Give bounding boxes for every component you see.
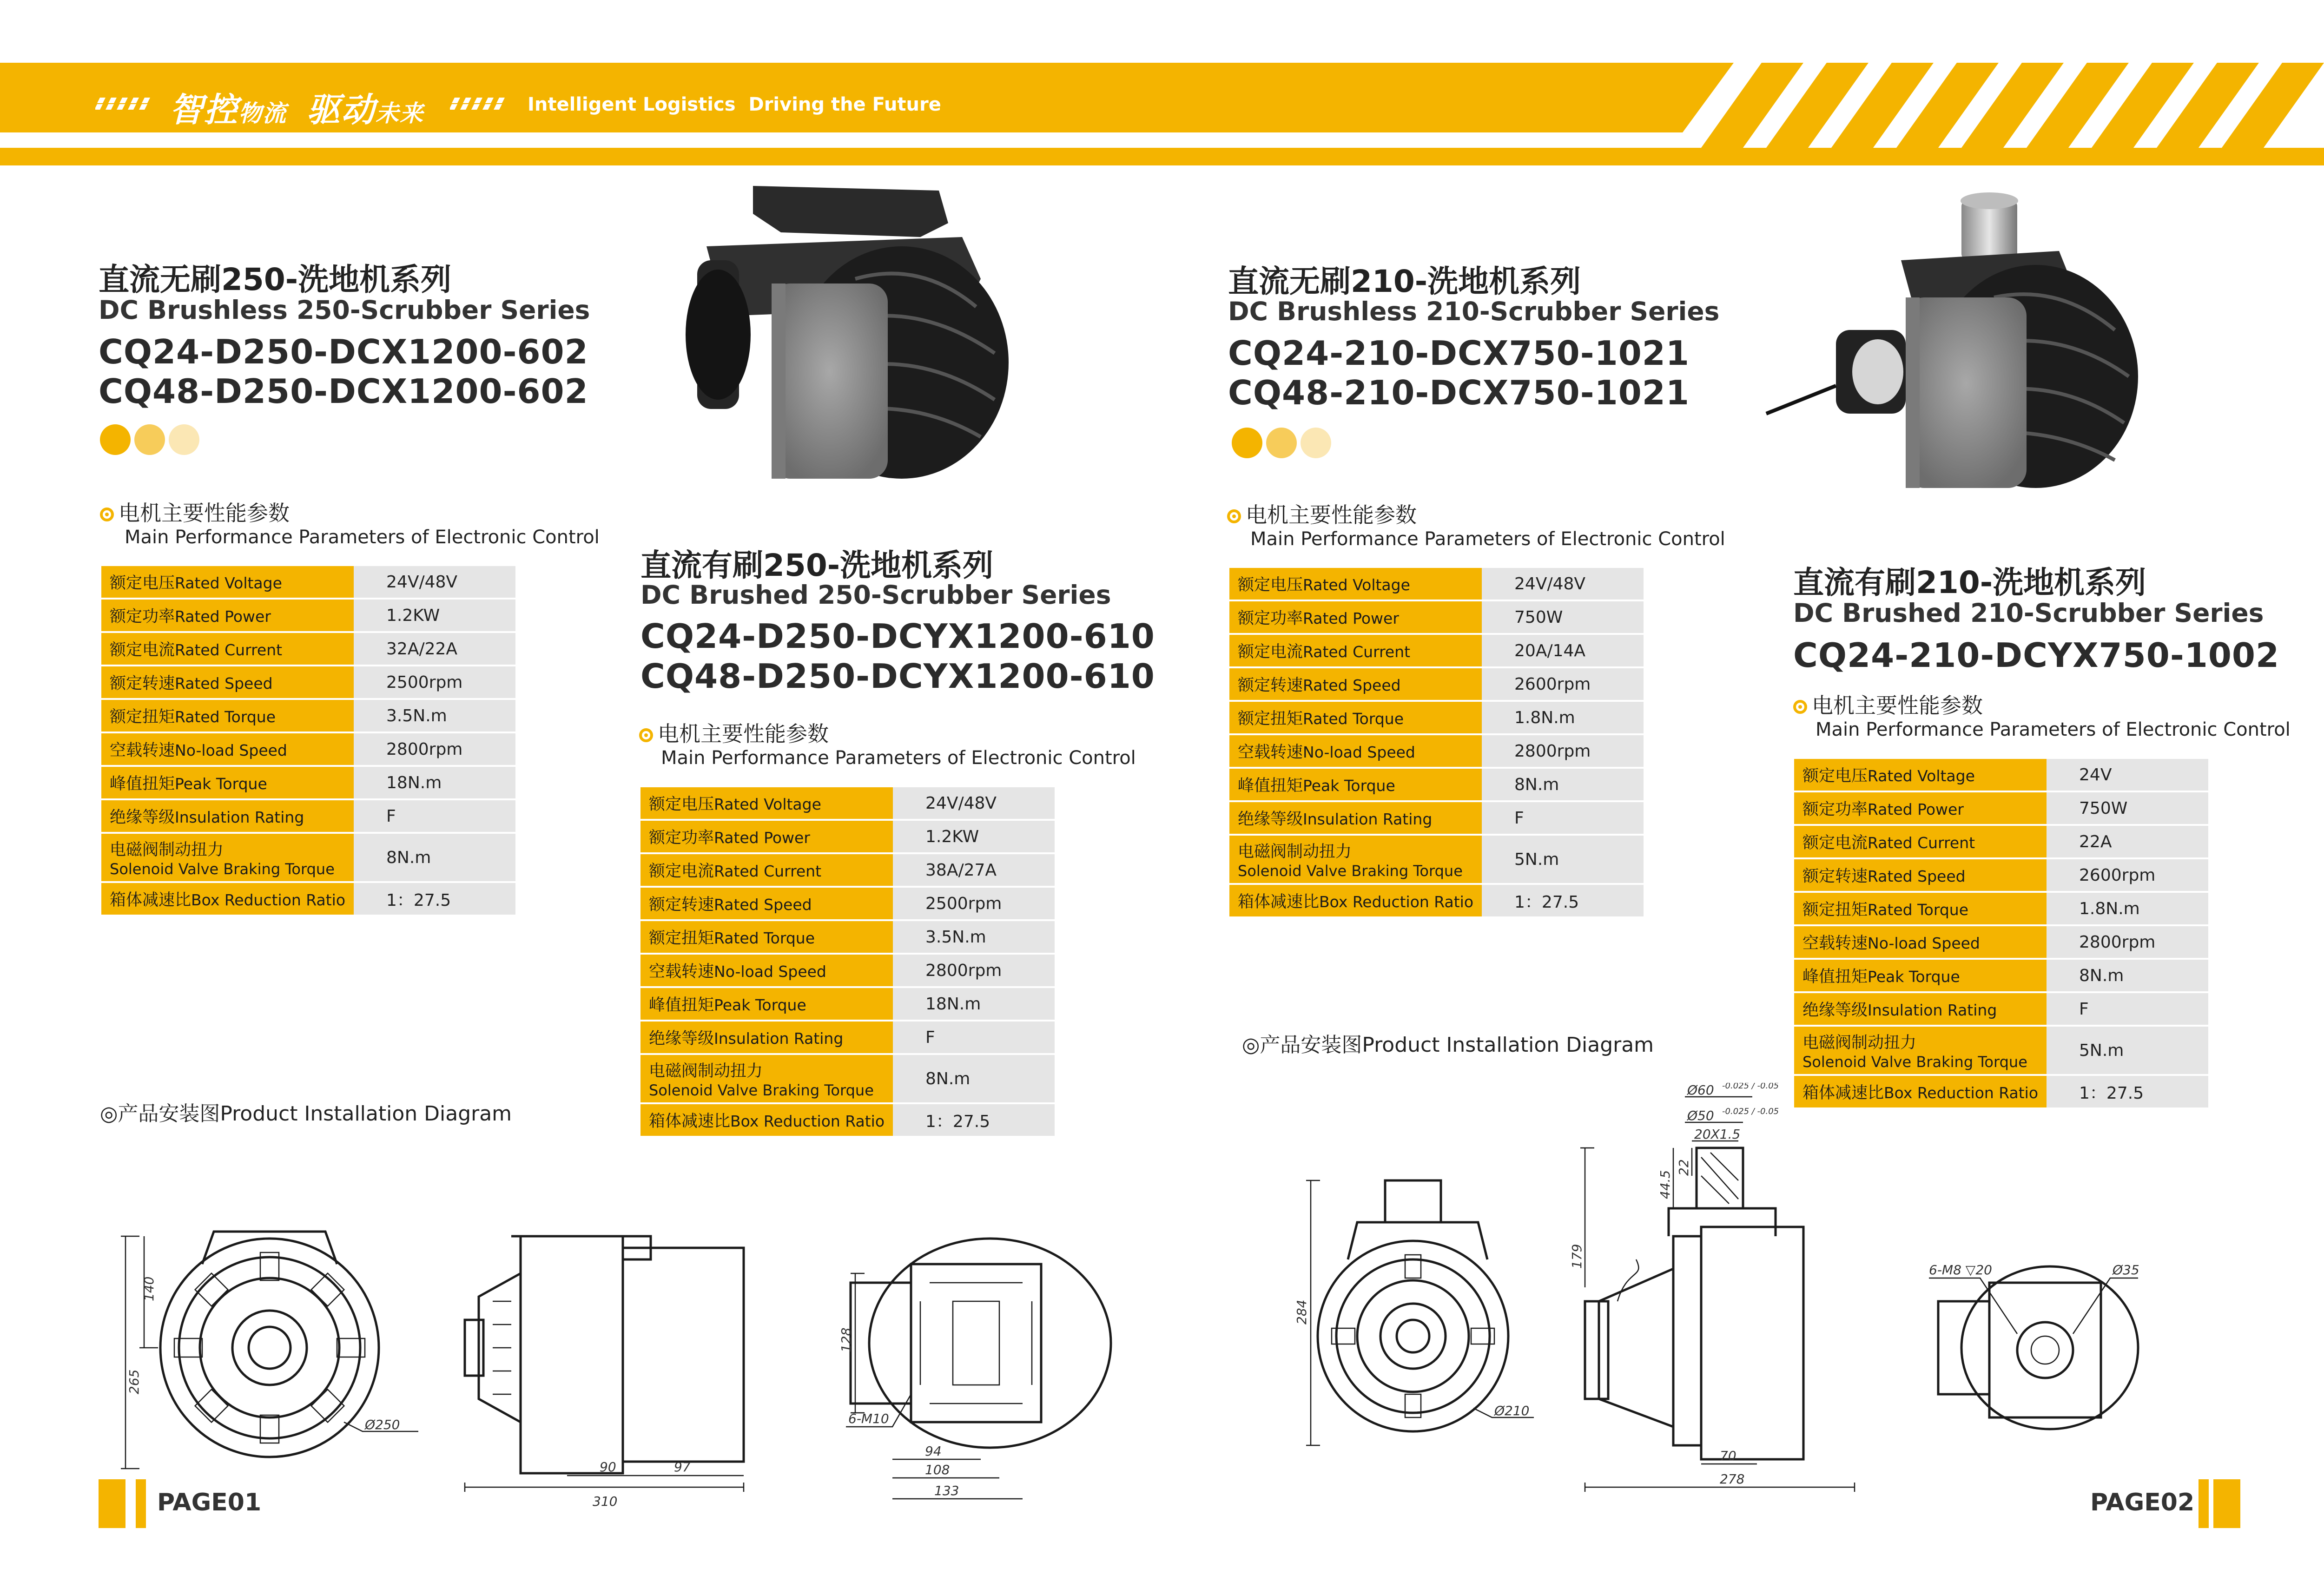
product-2-section-title: 电机主要性能参数 bbox=[639, 717, 829, 748]
spec-label: 箱体减速比Box Reduction Ratio bbox=[1229, 884, 1482, 917]
spec-row bbox=[1794, 892, 2208, 925]
spec-label: 额定电流Rated Current bbox=[640, 853, 893, 887]
spec-row bbox=[640, 920, 1055, 954]
spec-label: 电磁阀制动扭力 Solenoid Valve Braking Torque bbox=[640, 1054, 893, 1103]
spec-row bbox=[101, 599, 515, 632]
svg-text:20X1.5: 20X1.5 bbox=[1694, 1127, 1741, 1142]
side-view-210 bbox=[1569, 1083, 1855, 1492]
spec-row bbox=[101, 766, 515, 799]
spec-label: 额定扭矩Rated Torque bbox=[640, 920, 893, 954]
spec-value: 22A bbox=[2047, 825, 2208, 858]
spec-label: 额定转速Rated Speed bbox=[640, 887, 893, 920]
spec-label: 箱体减速比Box Reduction Ratio bbox=[1794, 1075, 2047, 1108]
spec-row bbox=[1794, 759, 2208, 791]
svg-text:22: 22 bbox=[1676, 1159, 1691, 1176]
svg-text:108: 108 bbox=[925, 1462, 950, 1477]
svg-text:284: 284 bbox=[1294, 1299, 1309, 1325]
svg-text:Ø50: Ø50 bbox=[1687, 1108, 1714, 1123]
product-3-spec-table bbox=[1229, 568, 1644, 918]
spec-value: 24V/48V bbox=[1482, 568, 1644, 600]
spec-row bbox=[101, 699, 515, 732]
spec-row bbox=[1229, 701, 1644, 734]
spec-value: 24V/48V bbox=[354, 566, 515, 599]
product-2-zh-title: 直流有刷250-洗地机系列 bbox=[640, 547, 994, 583]
dot-2 bbox=[1266, 428, 1297, 458]
spec-value: 1：27.5 bbox=[354, 882, 515, 916]
spec-value: 20A/14A bbox=[1482, 634, 1644, 667]
installation-diagram-right bbox=[1292, 1083, 2203, 1501]
svg-text:310: 310 bbox=[593, 1494, 618, 1509]
spec-row bbox=[640, 853, 1055, 887]
dot-2 bbox=[134, 424, 165, 455]
dot-1 bbox=[100, 424, 131, 455]
product-3-zh-title: 直流无刷210-洗地机系列 bbox=[1228, 264, 1581, 299]
spec-label: 额定功率Rated Power bbox=[640, 820, 893, 853]
page-number-right: PAGE02 bbox=[2090, 1489, 2195, 1516]
dot-3 bbox=[169, 424, 199, 455]
spec-label: 绝缘等级Insulation Rating bbox=[101, 799, 354, 833]
checker-icon-left bbox=[95, 98, 156, 116]
spec-row bbox=[101, 799, 515, 833]
spec-label: 电磁阀制动扭力 Solenoid Valve Braking Torque bbox=[1229, 835, 1482, 884]
product-4-section-title: 电机主要性能参数 bbox=[1793, 689, 1983, 719]
ring-bullet-icon bbox=[1227, 509, 1241, 523]
product-3-model-2: CQ48-210-DCX750-1021 bbox=[1228, 373, 1690, 412]
spec-value: 8N.m bbox=[893, 1054, 1055, 1103]
slogan-en: Intelligent Logistics Driving the Future bbox=[528, 94, 941, 115]
spec-row bbox=[1229, 600, 1644, 634]
spec-value: 2500rpm bbox=[354, 666, 515, 699]
spec-value: 5N.m bbox=[2047, 1026, 2208, 1075]
spec-row bbox=[640, 1054, 1055, 1103]
svg-text:6-M10: 6-M10 bbox=[848, 1411, 889, 1426]
page-marker-left-thin bbox=[136, 1479, 146, 1528]
spec-row bbox=[1794, 858, 2208, 892]
spec-label: 空载转速No-load Speed bbox=[640, 954, 893, 987]
spec-label: 额定电流Rated Current bbox=[101, 632, 354, 666]
svg-text:97: 97 bbox=[674, 1459, 691, 1475]
spec-row bbox=[640, 787, 1055, 820]
product-4-section-subtitle: Main Performance Parameters of Electronic Control bbox=[1816, 719, 2291, 740]
spec-row bbox=[640, 1021, 1055, 1054]
spec-row bbox=[101, 666, 515, 699]
spec-value: 2600rpm bbox=[1482, 667, 1644, 701]
page-marker-left bbox=[99, 1479, 125, 1528]
spec-row bbox=[1229, 634, 1644, 667]
spec-row bbox=[1229, 801, 1644, 835]
spec-value: 1：27.5 bbox=[2047, 1075, 2208, 1108]
svg-text:278: 278 bbox=[1720, 1471, 1745, 1487]
svg-text:133: 133 bbox=[934, 1483, 959, 1498]
product-1-spec-table bbox=[101, 566, 515, 916]
spec-row bbox=[1794, 992, 2208, 1026]
front-view-250 bbox=[121, 1232, 418, 1469]
product-1-model-2: CQ48-D250-DCX1200-602 bbox=[99, 372, 588, 411]
spec-label: 峰值扭矩Peak Torque bbox=[640, 987, 893, 1021]
spec-value: 18N.m bbox=[354, 766, 515, 799]
product-3-en-title: DC Brushless 210-Scrubber Series bbox=[1228, 297, 1720, 326]
spec-label: 额定电压Rated Voltage bbox=[101, 566, 354, 599]
spec-value: 3.5N.m bbox=[893, 920, 1055, 954]
product-1-en-title: DC Brushless 250-Scrubber Series bbox=[99, 295, 590, 325]
spec-label: 额定电压Rated Voltage bbox=[640, 787, 893, 820]
installation-diagram-left bbox=[93, 1208, 1125, 1524]
spec-row bbox=[640, 887, 1055, 920]
product-1-section-subtitle: Main Performance Parameters of Electronic Control bbox=[125, 527, 600, 548]
spec-label: 额定功率Rated Power bbox=[1229, 600, 1482, 634]
spec-row bbox=[1794, 825, 2208, 858]
svg-text:Ø35: Ø35 bbox=[2113, 1262, 2139, 1278]
slogan-zh-1: 智控物流 bbox=[170, 90, 287, 129]
install-diagram-label-right: ◎产品安装图Product Installation Diagram bbox=[1242, 1033, 1654, 1057]
product-3-section-subtitle: Main Performance Parameters of Electronic Control bbox=[1250, 528, 1725, 550]
rear-view-250 bbox=[838, 1239, 1111, 1499]
spec-row bbox=[1229, 734, 1644, 768]
spec-label: 绝缘等级Insulation Rating bbox=[1229, 801, 1482, 835]
page-number-left: PAGE01 bbox=[157, 1489, 262, 1516]
spec-row bbox=[101, 732, 515, 766]
spec-row bbox=[101, 833, 515, 882]
spec-value: 2600rpm bbox=[2047, 858, 2208, 892]
spec-label: 额定转速Rated Speed bbox=[1229, 667, 1482, 701]
spec-label: 额定功率Rated Power bbox=[101, 599, 354, 632]
svg-text:-0.025 / -0.05: -0.025 / -0.05 bbox=[1722, 1107, 1779, 1116]
spec-value: 8N.m bbox=[354, 833, 515, 882]
spec-value: F bbox=[893, 1021, 1055, 1054]
svg-text:94: 94 bbox=[925, 1443, 942, 1459]
spec-row bbox=[1794, 959, 2208, 992]
svg-text:128: 128 bbox=[838, 1327, 854, 1352]
product-3-model-1: CQ24-210-DCX750-1021 bbox=[1228, 334, 1690, 373]
slogan-zh-2: 驱动未来 bbox=[307, 90, 424, 129]
product-4-zh-title: 直流有刷210-洗地机系列 bbox=[1793, 565, 2146, 600]
spec-row bbox=[1794, 925, 2208, 959]
spec-row bbox=[1229, 835, 1644, 884]
spec-row bbox=[1229, 884, 1644, 917]
spec-label: 额定扭矩Rated Torque bbox=[101, 699, 354, 732]
product-2-model-2: CQ48-D250-DCYX1200-610 bbox=[640, 657, 1155, 696]
svg-text:6-M8 ▽20: 6-M8 ▽20 bbox=[1929, 1262, 1992, 1278]
spec-row bbox=[1229, 568, 1644, 600]
spec-label: 空载转速No-load Speed bbox=[1229, 734, 1482, 768]
page-marker-right bbox=[2213, 1479, 2240, 1528]
checker-icon-right bbox=[450, 98, 510, 116]
svg-text:265: 265 bbox=[126, 1369, 142, 1394]
spec-label: 额定电流Rated Current bbox=[1229, 634, 1482, 667]
dot-1 bbox=[1232, 428, 1262, 458]
side-view-250 bbox=[465, 1236, 744, 1509]
spec-value: F bbox=[1482, 801, 1644, 835]
product-1-zh-title: 直流无刷250-洗地机系列 bbox=[99, 262, 452, 297]
spec-value: 8N.m bbox=[1482, 768, 1644, 801]
spec-row bbox=[1229, 667, 1644, 701]
product-2-section-subtitle: Main Performance Parameters of Electronic Control bbox=[661, 747, 1136, 769]
svg-text:44.5: 44.5 bbox=[1657, 1170, 1673, 1199]
spec-label: 电磁阀制动扭力 Solenoid Valve Braking Torque bbox=[101, 833, 354, 882]
svg-text:Ø250: Ø250 bbox=[365, 1417, 400, 1432]
spec-value: 1：27.5 bbox=[1482, 884, 1644, 917]
spec-label: 额定电压Rated Voltage bbox=[1794, 759, 2047, 791]
svg-text:140: 140 bbox=[141, 1276, 157, 1301]
product-2-model-1: CQ24-D250-DCYX1200-610 bbox=[640, 617, 1155, 656]
product-3-section-title: 电机主要性能参数 bbox=[1227, 498, 1417, 529]
spec-value: 1.2KW bbox=[354, 599, 515, 632]
product-1-model-1: CQ24-D250-DCX1200-602 bbox=[99, 332, 588, 371]
spec-label: 额定转速Rated Speed bbox=[101, 666, 354, 699]
spec-value: 750W bbox=[1482, 600, 1644, 634]
motor-photo-brushed-210 bbox=[1762, 191, 2161, 497]
spec-value: 2800rpm bbox=[354, 732, 515, 766]
svg-text:Ø210: Ø210 bbox=[1494, 1403, 1530, 1418]
spec-row bbox=[101, 882, 515, 916]
spec-row bbox=[640, 1103, 1055, 1137]
spec-row bbox=[1794, 791, 2208, 825]
spec-value: 3.5N.m bbox=[354, 699, 515, 732]
spec-label: 箱体减速比Box Reduction Ratio bbox=[101, 882, 354, 916]
spec-label: 电磁阀制动扭力 Solenoid Valve Braking Torque bbox=[1794, 1026, 2047, 1075]
product-2-spec-table bbox=[640, 787, 1055, 1138]
svg-text:179: 179 bbox=[1569, 1244, 1585, 1269]
spec-label: 箱体减速比Box Reduction Ratio bbox=[640, 1103, 893, 1137]
spec-value: 1.8N.m bbox=[2047, 892, 2208, 925]
product-4-en-title: DC Brushed 210-Scrubber Series bbox=[1793, 598, 2264, 628]
spec-value: 1.8N.m bbox=[1482, 701, 1644, 734]
spec-label: 额定扭矩Rated Torque bbox=[1229, 701, 1482, 734]
spec-label: 额定电流Rated Current bbox=[1794, 825, 2047, 858]
svg-text:Ø60: Ø60 bbox=[1687, 1083, 1714, 1098]
ring-bullet-icon bbox=[1793, 700, 1807, 714]
front-view-210 bbox=[1294, 1180, 1534, 1445]
spec-value: 750W bbox=[2047, 791, 2208, 825]
banner-stripes-decoration bbox=[1650, 63, 2324, 165]
product-4-spec-table bbox=[1794, 759, 2208, 1109]
spec-row bbox=[640, 987, 1055, 1021]
spec-value: 24V bbox=[2047, 759, 2208, 791]
spec-value: 5N.m bbox=[1482, 835, 1644, 884]
spec-label: 绝缘等级Insulation Rating bbox=[1794, 992, 2047, 1026]
ring-bullet-icon bbox=[639, 728, 653, 742]
svg-text:-0.025 / -0.05: -0.025 / -0.05 bbox=[1722, 1083, 1779, 1091]
spec-label: 空载转速No-load Speed bbox=[1794, 925, 2047, 959]
spec-value: 1.2KW bbox=[893, 820, 1055, 853]
spec-row bbox=[640, 954, 1055, 987]
spec-row bbox=[640, 820, 1055, 853]
spec-label: 峰值扭矩Peak Torque bbox=[101, 766, 354, 799]
motor-photo-brushed-250 bbox=[660, 186, 1041, 507]
spec-value: 2800rpm bbox=[893, 954, 1055, 987]
spec-value: 32A/22A bbox=[354, 632, 515, 666]
spec-value: 1：27.5 bbox=[893, 1103, 1055, 1137]
spec-row bbox=[101, 632, 515, 666]
spec-value: 38A/27A bbox=[893, 853, 1055, 887]
svg-text:70: 70 bbox=[1720, 1448, 1736, 1463]
spec-label: 峰值扭矩Peak Torque bbox=[1229, 768, 1482, 801]
spec-value: 8N.m bbox=[2047, 959, 2208, 992]
spec-value: F bbox=[2047, 992, 2208, 1026]
spec-label: 额定功率Rated Power bbox=[1794, 791, 2047, 825]
spec-value: 2800rpm bbox=[2047, 925, 2208, 959]
spec-label: 额定电压Rated Voltage bbox=[1229, 568, 1482, 600]
spec-value: 2500rpm bbox=[893, 887, 1055, 920]
page-marker-right-thin bbox=[2199, 1479, 2209, 1528]
spec-value: 18N.m bbox=[893, 987, 1055, 1021]
spec-value: F bbox=[354, 799, 515, 833]
spec-label: 额定扭矩Rated Torque bbox=[1794, 892, 2047, 925]
spec-row bbox=[1229, 768, 1644, 801]
rear-view-210 bbox=[1929, 1262, 2139, 1429]
product-4-model-1: CQ24-210-DCYX750-1002 bbox=[1793, 636, 2280, 675]
spec-label: 峰值扭矩Peak Torque bbox=[1794, 959, 2047, 992]
spec-value: 24V/48V bbox=[893, 787, 1055, 820]
spec-row bbox=[1794, 1026, 2208, 1075]
spec-value: 2800rpm bbox=[1482, 734, 1644, 768]
spec-label: 绝缘等级Insulation Rating bbox=[640, 1021, 893, 1054]
product-1-section-title: 电机主要性能参数 bbox=[100, 496, 290, 527]
ring-bullet-icon bbox=[100, 508, 114, 521]
install-diagram-label-left: ◎产品安装图Product Installation Diagram bbox=[100, 1102, 512, 1126]
color-dots-3 bbox=[1232, 428, 1335, 460]
svg-text:90: 90 bbox=[600, 1459, 616, 1475]
color-dots-1 bbox=[100, 424, 203, 457]
spec-row bbox=[101, 566, 515, 599]
product-2-en-title: DC Brushed 250-Scrubber Series bbox=[640, 580, 1111, 610]
spec-label: 额定转速Rated Speed bbox=[1794, 858, 2047, 892]
dot-3 bbox=[1301, 428, 1331, 458]
spec-label: 空载转速No-load Speed bbox=[101, 732, 354, 766]
